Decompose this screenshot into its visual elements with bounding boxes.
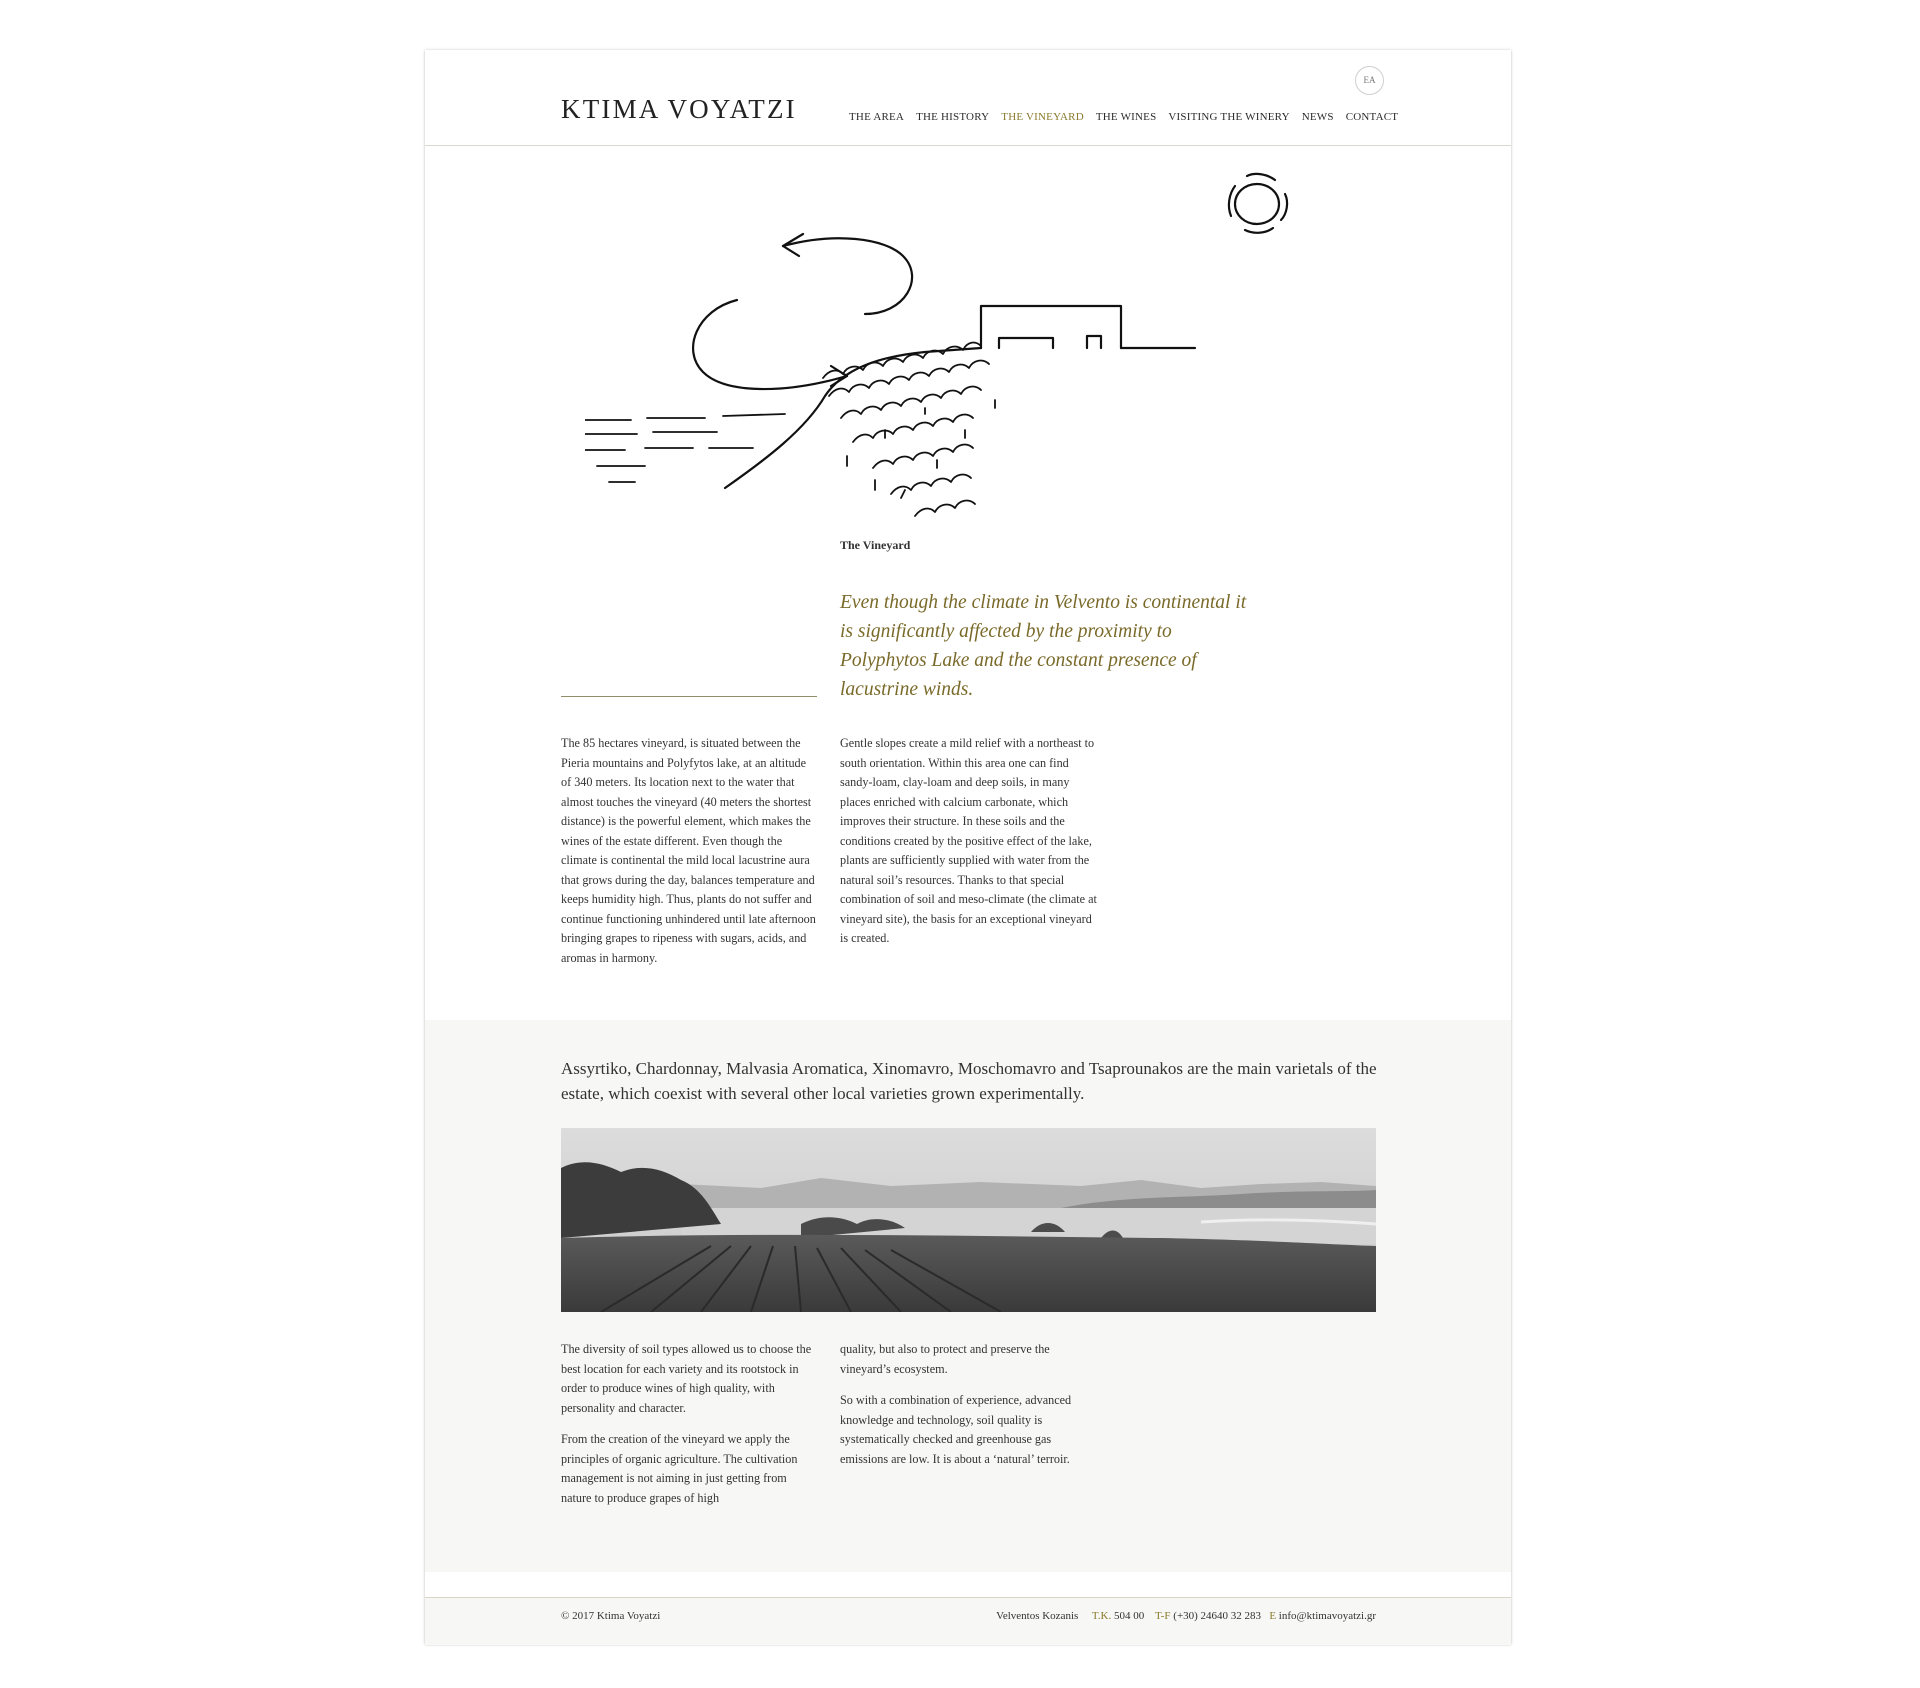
varietals-column-left [561,1340,819,1520]
sketch-caption: The Vineyard [840,538,911,552]
footer-phone[interactable]: (+30) 24640 32 283 [1173,1610,1262,1622]
site-footer [425,1597,1511,1645]
body-paragraph: The 85 hectares vineyard, is situated between the Pieria mountains and Polyfytos lake, at an altitude of 340 meters. Its location next to the water that almost touches the vineyard (40 meters the shortest distance) is the powerful element, which makes the wines of the estate different. Even though the climate is continental the mild local lacustrine aura that grows during the day, balances temperature and keeps humidity high. Thus, plants do not suffer and continue functioning unhindered until late afternoon bringing grapes to ripeness with sugars, acids, and aromas in harmony. [561,736,816,965]
nav-item-news[interactable]: NEWS [1301,111,1334,123]
vine-rows [823,343,995,516]
site-header [425,50,1511,146]
page-sheet [425,50,1511,1644]
main-nav [849,111,1398,123]
wind-arrow-upper [783,238,912,314]
winery-building [981,306,1195,348]
footer-contact-info [996,1610,1376,1622]
varietals-column-right [840,1340,1100,1481]
varietals-paragraph: quality, but also to protect and preserve the vineyard’s ecosystem. [840,1342,1050,1376]
footer-email-link[interactable]: info@ktimavoyatzi.gr [1278,1610,1376,1622]
footer-email-label: E [1269,1610,1277,1622]
body-column-right [840,734,1100,961]
nav-item-the-vineyard[interactable]: THE VINEYARD [1001,111,1084,123]
footer-address: Velventos Kozanis [996,1610,1079,1622]
nav-item-the-wines[interactable]: THE WINES [1095,111,1157,123]
pull-quote: Even though the climate in Velvento is continental it is significantly affected by the proximity to Polyphytos Lake and the constant presence of lacustrine winds. [840,592,1247,700]
site-logo[interactable]: KTIMA VOYATZI [561,94,797,124]
body-paragraph: Gentle slopes create a mild relief with a northeast to south orientation. Within this area one can find sandy-loam, clay-loam and deep soils, in many places enriched with calcium carbonate, which improves their structure. In these soils and the conditions created by the positive effect of the lake, plants are sufficiently supplied with water from the natural soil’s resources. Thanks to that special combination of soil and meso-climate (the climate at vineyard site), the basis for an exceptional vineyard is created. [840,736,1097,945]
vineyard-sketch-illustration [585,160,1345,570]
section-divider [561,696,817,697]
footer-tk-value: 504 00 [1113,1610,1145,1622]
footer-copyright: © 2017 Ktima Voyatzi [561,1610,661,1622]
nav-item-contact[interactable]: CONTACT [1345,111,1399,123]
nav-item-the-history[interactable]: THE HISTORY [916,111,990,123]
footer-tf-label: T-F [1155,1610,1171,1622]
varietals-paragraph: From the creation of the vineyard we apply the principles of organic agriculture. The cultivation management is not aiming in just getting from nature to produce grapes of high [561,1432,798,1505]
nav-item-the-area[interactable]: THE AREA [849,111,905,123]
vineyard-lake-panorama-photo [561,1128,1376,1312]
footer-tk-label: T.K. [1091,1610,1112,1622]
varietals-paragraph: The diversity of soil types allowed us to choose the best location for each variety and its rootstock in order to produce wines of high quality, with personality and character. [561,1342,812,1415]
body-column-left [561,734,819,980]
language-switch-button[interactable]: EA [1355,66,1384,95]
varietals-intro: Assyrtiko, Chardonnay, Malvasia Aromatica, Xinomavro, Moschomavro and Tsaprounakos are the main varietals of the estate, which coexist with several other local varieties grown experimentally. [561,1059,1377,1103]
lake-lines [585,414,785,482]
varietals-paragraph: So with a combination of experience, advanced knowledge and technology, soil quality is systematically checked and greenhouse gas emissions are low. It is about a ‘natural’ terroir. [840,1393,1072,1466]
sun-icon [1229,174,1287,233]
nav-item-visiting-the-winery[interactable]: VISITING THE WINERY [1168,111,1290,123]
